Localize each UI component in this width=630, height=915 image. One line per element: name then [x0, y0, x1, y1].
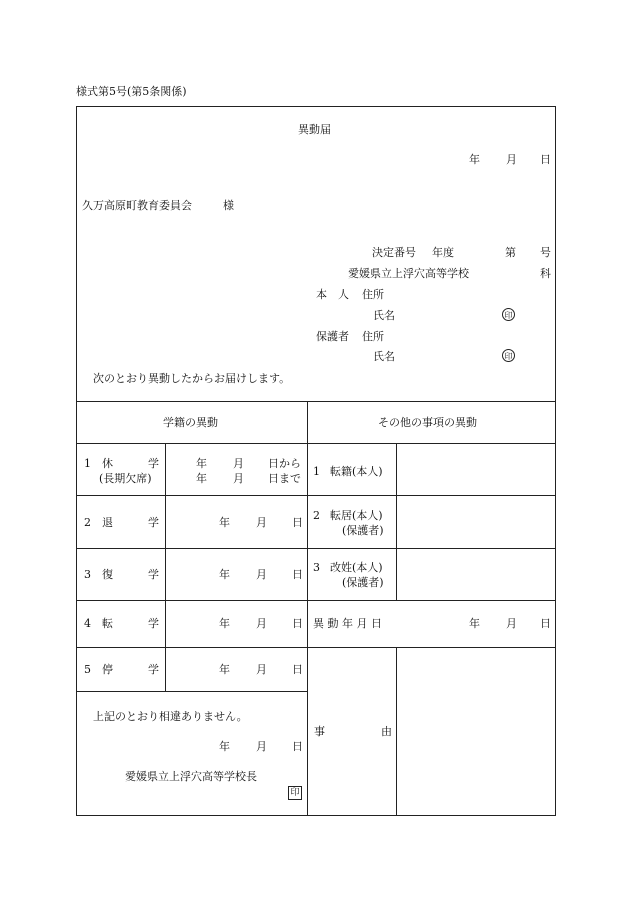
row1-from-month: 月	[233, 457, 244, 470]
school-name: 愛媛県立上浮穴高等学校	[348, 267, 469, 280]
divider-reason	[396, 647, 397, 816]
addressee-honorific: 様	[223, 199, 234, 212]
row4-month: 月	[256, 617, 267, 630]
date-month: 月	[506, 153, 517, 166]
addressee-name: 久万高原町教育委員会	[82, 199, 192, 212]
decision-go: 号	[540, 246, 551, 259]
change-date-label: 異 動 年 月 日	[313, 617, 382, 630]
applicant-seal: 印	[502, 308, 515, 321]
header-other: その他の事項の異動	[378, 416, 477, 429]
row4-label-a: 転	[102, 617, 113, 630]
right-row2-num: 2	[313, 509, 320, 522]
right-row1-label: 転籍(本人)	[330, 465, 383, 478]
divider-row2	[76, 548, 556, 549]
form-title: 異動届	[298, 123, 331, 136]
row3-label-b: 学	[148, 568, 159, 581]
guardian-seal: 印	[502, 349, 515, 362]
row5-label-b: 学	[148, 663, 159, 676]
row5-month: 月	[256, 663, 267, 676]
header-enrollment: 学籍の異動	[163, 416, 218, 429]
principal-name: 愛媛県立上浮穴高等学校長	[125, 770, 257, 783]
divider-row1	[76, 495, 556, 496]
change-date-day: 日	[540, 617, 551, 630]
row2-year: 年	[219, 516, 230, 529]
row1-sub: (長期欠席)	[99, 472, 152, 485]
row2-label-a: 退	[102, 516, 113, 529]
row1-from-year: 年	[196, 457, 207, 470]
date-day: 日	[540, 153, 551, 166]
divider-row5	[76, 691, 308, 692]
right-row3-num: 3	[313, 561, 320, 574]
row4-day: 日	[292, 617, 303, 630]
change-date-month: 月	[506, 617, 517, 630]
row2-month: 月	[256, 516, 267, 529]
row3-num: 3	[84, 568, 91, 581]
row2-num: 2	[84, 516, 91, 529]
row5-year: 年	[219, 663, 230, 676]
row2-day: 日	[292, 516, 303, 529]
right-row3-label: 改姓(本人)	[330, 561, 383, 574]
row1-until-month: 月	[233, 472, 244, 485]
row3-day: 日	[292, 568, 303, 581]
row3-label-a: 復	[102, 568, 113, 581]
row3-month: 月	[256, 568, 267, 581]
change-date-year: 年	[469, 617, 480, 630]
row1-label-b: 学	[148, 457, 159, 470]
applicant-role: 本 人	[316, 288, 349, 301]
row1-num: 1	[84, 457, 91, 470]
confirm-year: 年	[219, 740, 230, 753]
divider-right-label	[396, 443, 397, 600]
reason-label-a: 事	[314, 725, 325, 738]
decision-dai: 第	[505, 246, 516, 259]
right-row2-sub: (保護者)	[342, 524, 384, 537]
date-year: 年	[469, 153, 480, 166]
row3-year: 年	[219, 568, 230, 581]
form-number: 様式第5号(第5条関係)	[76, 85, 187, 98]
row5-num: 5	[84, 663, 91, 676]
principal-seal: 印	[288, 786, 302, 800]
row1-from: 日から	[268, 457, 301, 470]
right-row3-sub: (保護者)	[342, 576, 384, 589]
row1-until-year: 年	[196, 472, 207, 485]
right-row2-label: 転居(本人)	[330, 509, 383, 522]
divider-left-label	[165, 443, 166, 691]
divider-row4	[76, 647, 556, 648]
decision-fiscal-year: 年度	[432, 246, 454, 259]
right-row1-num: 1	[313, 465, 320, 478]
applicant-name-label: 氏名	[373, 309, 395, 322]
divider-section	[76, 401, 556, 402]
row4-num: 4	[84, 617, 91, 630]
divider-center	[307, 401, 308, 816]
confirm-text: 上記のとおり相違ありません。	[93, 710, 248, 723]
applicant-address-label: 住所	[362, 288, 384, 301]
intro-text: 次のとおり異動したからお届けします。	[93, 372, 291, 385]
guardian-address-label: 住所	[362, 330, 384, 343]
confirm-month: 月	[256, 740, 267, 753]
confirm-day: 日	[292, 740, 303, 753]
row5-day: 日	[292, 663, 303, 676]
guardian-role: 保護者	[316, 330, 349, 343]
row1-label-a: 休	[102, 457, 113, 470]
row4-year: 年	[219, 617, 230, 630]
guardian-name-label: 氏名	[373, 350, 395, 363]
row2-label-b: 学	[148, 516, 159, 529]
row4-label-b: 学	[148, 617, 159, 630]
divider-row3	[76, 600, 556, 601]
decision-label: 決定番号	[372, 246, 416, 259]
reason-label-b: 由	[381, 725, 392, 738]
divider-header	[76, 443, 556, 444]
row1-until: 日まで	[268, 472, 301, 485]
school-dept: 科	[540, 267, 551, 280]
row5-label-a: 停	[102, 663, 113, 676]
